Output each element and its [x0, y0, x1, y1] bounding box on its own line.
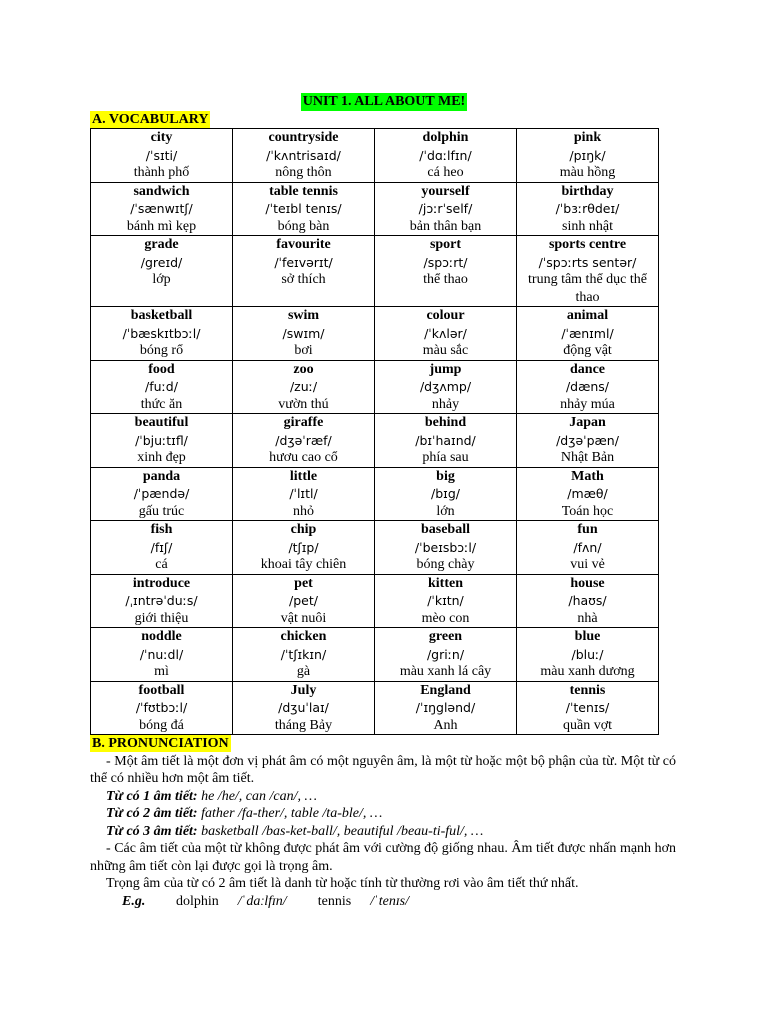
- vocab-meaning: lớp: [152, 272, 171, 287]
- vocab-cell: [233, 628, 375, 682]
- vocab-meaning: bánh mì kẹp: [126, 218, 197, 234]
- vocab-word: Math: [571, 468, 604, 484]
- vocab-ipa: /griːn/: [426, 646, 465, 662]
- vocab-cell: [517, 236, 659, 307]
- vocab-meaning: giới thiệu: [134, 610, 189, 626]
- vocab-ipa: /pet/: [289, 593, 318, 608]
- vocab-meaning: xinh đẹp: [137, 450, 186, 465]
- vocab-ipa: /ˈɪŋglənd/: [415, 700, 476, 715]
- vocab-row: [91, 681, 659, 735]
- vocab-meaning: sở thích: [281, 272, 326, 287]
- vocab-ipa: /fɪʃ/: [150, 539, 173, 555]
- vocab-cell: [375, 129, 517, 183]
- vocab-ipa: /spɔːrt/: [423, 254, 468, 270]
- vocab-cell: [517, 467, 659, 521]
- vocab-word: behind: [424, 415, 467, 430]
- vocab-cell: [517, 182, 659, 236]
- vocab-row: [91, 628, 659, 682]
- vocab-ipa: /ˈdɑːlfɪn/: [419, 147, 472, 163]
- vocab-word: fish: [150, 522, 173, 537]
- vocab-word: birthday: [561, 183, 614, 199]
- example-word-2: tennis: [317, 893, 352, 909]
- vocab-word: little: [289, 468, 318, 484]
- vocab-word: sport: [429, 237, 462, 252]
- vocab-cell: [375, 521, 517, 575]
- vocab-word: baseball: [420, 522, 470, 537]
- vocab-meaning: Nhật Bản: [560, 450, 615, 465]
- three-syllable-label: Từ có 3 âm tiết:: [106, 823, 198, 839]
- vocab-meaning: Toán học: [561, 503, 614, 519]
- vocab-row: [91, 307, 659, 361]
- vocab-meaning: bóng bàn: [277, 218, 330, 234]
- vocab-word: colour: [426, 308, 465, 323]
- vocab-ipa: /haʊs/: [568, 593, 607, 608]
- vocab-meaning: nhảy: [431, 396, 460, 412]
- page-title: UNIT 1. ALL ABOUT ME!: [302, 94, 466, 109]
- vocab-meaning: thức ăn: [140, 396, 183, 412]
- vocab-ipa: /ˈspɔːrts sentər/: [538, 254, 637, 270]
- vocab-meaning: vật nuôi: [280, 610, 327, 626]
- vocab-word: pink: [573, 130, 602, 145]
- vocab-meaning: gấu trúc: [138, 503, 185, 519]
- vocab-ipa: /ˈsænwɪtʃ/: [130, 201, 193, 216]
- vocab-ipa: /ˈkɪtn/: [427, 593, 464, 608]
- vocab-ipa: /ˌɪntrəˈduːs/: [125, 593, 198, 608]
- vocab-ipa: /mæθ/: [567, 486, 608, 501]
- two-syllable-label: Từ có 2 âm tiết:: [106, 806, 198, 821]
- vocab-cell: [91, 236, 233, 307]
- vocab-meaning: tháng Bảy: [274, 717, 333, 733]
- one-syllable-label: Từ có 1 âm tiết:: [106, 788, 198, 804]
- vocab-word: England: [420, 682, 471, 698]
- vocab-ipa: /bɪˈhaɪnd/: [415, 432, 476, 448]
- vocab-ipa: /ˈbeɪsbɔːl/: [414, 539, 477, 555]
- vocab-meaning: mì: [154, 664, 169, 679]
- vocab-word: countryside: [268, 130, 339, 145]
- vocab-word: swim: [287, 308, 320, 323]
- vocab-ipa: /fʌn/: [573, 539, 602, 555]
- one-syllable-examples: he /he/, can /can/, …: [197, 788, 317, 804]
- vocab-ipa: /dæns/: [565, 379, 610, 394]
- vocab-meaning: bơi: [294, 343, 313, 358]
- vocab-cell: [517, 360, 659, 414]
- vocab-word: dance: [570, 361, 605, 377]
- vocab-cell: [233, 574, 375, 628]
- vocab-row: [91, 467, 659, 521]
- vocab-ipa: /jɔːrˈself/: [418, 201, 473, 216]
- vocab-cell: [517, 129, 659, 183]
- vocab-ipa: /dʒuˈlaɪ/: [278, 700, 329, 715]
- vocab-word: football: [138, 682, 185, 698]
- vocab-cell: [375, 182, 517, 236]
- vocab-cell: [233, 521, 375, 575]
- vocab-word: jump: [429, 361, 462, 377]
- vocab-word: yourself: [421, 183, 470, 199]
- vocab-ipa: /zuː/: [289, 379, 318, 394]
- vocabulary-table: [90, 128, 659, 735]
- vocab-word: grade: [144, 237, 179, 252]
- vocab-cell: [233, 414, 375, 468]
- vocab-word: giraffe: [283, 415, 324, 430]
- vocab-row: [91, 414, 659, 468]
- pronunciation-paragraph-1: - Một âm tiết là một đơn vị phát âm có một nguyên âm, là một từ hoặc một bộ phận của từ. Một từ có thể có nhiều hơn một âm tiết.: [90, 753, 676, 786]
- pronunciation-paragraph-2: - Các âm tiết của một từ không được phát âm với cường độ giống nhau. Âm tiết được nhấn mạnh hơn những âm tiết còn lại được gọi là trọng âm.: [90, 841, 676, 874]
- vocab-word: green: [428, 629, 463, 644]
- vocab-cell: [91, 574, 233, 628]
- vocab-meaning: thể thao: [423, 272, 468, 287]
- vocab-meaning: vườn thú: [278, 396, 329, 412]
- vocab-meaning: màu hồng: [559, 165, 616, 180]
- vocab-row: [91, 129, 659, 183]
- vocab-word: July: [290, 682, 317, 698]
- vocab-word: noddle: [141, 629, 182, 644]
- vocab-cell: [517, 574, 659, 628]
- vocab-word: tennis: [569, 682, 606, 698]
- vocab-word: house: [570, 575, 605, 591]
- vocab-ipa: /ˈbjuːtɪfl/: [135, 432, 188, 448]
- vocab-meaning: phía sau: [422, 450, 469, 465]
- vocab-cell: [91, 521, 233, 575]
- vocab-ipa: /ˈteɪbl tenɪs/: [265, 201, 342, 216]
- vocab-ipa: /ˈkʌlər/: [424, 325, 467, 341]
- vocab-ipa: /bluː/: [571, 646, 604, 662]
- two-syllable-examples: father /fa-ther/, table /ta-ble/, …: [197, 806, 383, 821]
- vocab-meaning: Anh: [433, 717, 458, 733]
- vocab-word: pet: [294, 575, 313, 591]
- vocab-ipa: /ˈlɪtl/: [289, 486, 318, 501]
- vocab-meaning: trung tâm thể dục thể thao: [528, 272, 647, 305]
- vocab-cell: [517, 628, 659, 682]
- vocab-row: [91, 521, 659, 575]
- vocab-cell: [91, 307, 233, 361]
- vocab-cell: [375, 236, 517, 307]
- vocab-ipa: /ˈsɪti/: [145, 147, 178, 163]
- vocab-cell: [375, 467, 517, 521]
- vocab-cell: [517, 307, 659, 361]
- vocab-row: [91, 574, 659, 628]
- vocab-ipa: /ˈfʊtbɔːl/: [135, 700, 188, 715]
- two-syllable-line: [90, 805, 676, 823]
- vocab-cell: [375, 307, 517, 361]
- vocab-cell: [233, 236, 375, 307]
- vocab-word: basketball: [130, 308, 193, 323]
- vocab-word: dolphin: [422, 130, 469, 145]
- vocab-cell: [233, 467, 375, 521]
- vocab-cell: [375, 681, 517, 735]
- vocab-ipa: /dʒʌmp/: [419, 379, 472, 394]
- vocab-meaning: bóng rổ: [139, 343, 184, 358]
- vocab-meaning: hươu cao cổ: [269, 450, 338, 465]
- vocab-meaning: bóng đá: [139, 717, 184, 733]
- example-word-1: dolphin: [176, 893, 219, 909]
- vocab-cell: [91, 467, 233, 521]
- vocab-meaning: gà: [296, 664, 311, 679]
- vocab-cell: [91, 129, 233, 183]
- vocab-word: Japan: [569, 415, 606, 430]
- vocab-cell: [91, 182, 233, 236]
- vocabulary-heading: A. VOCABULARY: [92, 112, 209, 127]
- pronunciation-heading: B. PRONUNCIATION: [92, 736, 229, 751]
- vocab-meaning: bản thân bạn: [409, 218, 482, 234]
- vocab-cell: [91, 414, 233, 468]
- vocab-meaning: bóng chày: [416, 557, 475, 572]
- example-label: E.g.: [122, 893, 146, 909]
- three-syllable-line: [90, 823, 676, 841]
- example-ipa-1: /ˈdaːlfɪn/: [237, 893, 287, 909]
- vocab-word: city: [150, 130, 173, 145]
- vocab-ipa: /ˈbɜːrθdeɪ/: [555, 201, 620, 216]
- vocab-row: [91, 182, 659, 236]
- vocab-cell: [375, 414, 517, 468]
- vocab-meaning: cá: [155, 557, 168, 572]
- vocab-ipa: /dʒəˈræf/: [275, 432, 332, 448]
- vocab-meaning: vui vẻ: [570, 557, 605, 572]
- vocab-ipa: /ˈnuːdl/: [139, 646, 184, 662]
- vocab-word: animal: [566, 308, 609, 323]
- vocab-cell: [375, 628, 517, 682]
- vocab-cell: [91, 628, 233, 682]
- vocab-meaning: nhỏ: [293, 503, 314, 519]
- vocab-cell: [233, 182, 375, 236]
- vocab-word: favourite: [276, 237, 331, 252]
- vocab-meaning: màu sắc: [422, 343, 469, 358]
- vocab-cell: [233, 681, 375, 735]
- vocab-ipa: /ˈtʃɪkɪn/: [280, 646, 327, 662]
- vocab-word: panda: [142, 468, 181, 484]
- vocab-meaning: nông thôn: [275, 165, 332, 180]
- vocab-meaning: mèo con: [421, 610, 470, 626]
- vocab-cell: [517, 681, 659, 735]
- vocab-word: chicken: [280, 629, 327, 644]
- vocab-word: sports centre: [548, 237, 627, 252]
- vocab-word: kitten: [428, 575, 463, 591]
- vocab-ipa: /ˈtenɪs/: [565, 700, 610, 715]
- vocab-row: [91, 236, 659, 307]
- title-row: [92, 93, 676, 111]
- vocab-cell: [375, 574, 517, 628]
- vocab-meaning: động vật: [563, 343, 612, 358]
- vocab-ipa: /tʃɪp/: [288, 539, 319, 555]
- vocab-cell: [91, 360, 233, 414]
- vocab-word: zoo: [293, 361, 314, 377]
- example-ipa-2: /ˈtenɪs/: [370, 893, 409, 909]
- vocab-ipa: /ˈpændə/: [133, 486, 190, 501]
- vocab-row: [91, 360, 659, 414]
- one-syllable-line: [90, 788, 676, 806]
- vocab-ipa: /ˈænɪml/: [561, 325, 614, 341]
- vocab-ipa: /fuːd/: [145, 379, 178, 394]
- vocab-ipa: /swɪm/: [282, 325, 325, 341]
- pronunciation-paragraph-3: Trọng âm của từ có 2 âm tiết là danh từ hoặc tính từ thường rơi vào âm tiết thứ nhất.: [106, 876, 579, 891]
- vocab-cell: [375, 360, 517, 414]
- three-syllable-examples: basketball /bas-ket-ball/, beautiful /beau-ti-ful/, …: [197, 823, 484, 839]
- vocab-word: chip: [290, 522, 317, 537]
- vocab-word: table tennis: [269, 183, 338, 199]
- vocab-ipa: /bɪg/: [431, 486, 460, 501]
- vocab-ipa: /ˈfeɪvərɪt/: [274, 254, 333, 270]
- vocab-meaning: khoai tây chiên: [260, 557, 347, 572]
- document-page: [90, 93, 676, 910]
- vocab-meaning: nhà: [577, 610, 598, 626]
- vocab-cell: [517, 521, 659, 575]
- vocab-meaning: thành phố: [133, 165, 190, 180]
- vocab-ipa: /ˈkʌntrisaɪd/: [266, 147, 341, 163]
- vocab-cell: [233, 360, 375, 414]
- vocabulary-section: [90, 111, 676, 735]
- vocab-cell: [233, 307, 375, 361]
- vocab-meaning: màu xanh lá cây: [399, 664, 492, 679]
- vocab-meaning: lớn: [436, 503, 455, 519]
- vocab-ipa: /greɪd/: [140, 254, 183, 270]
- vocab-word: food: [148, 361, 175, 377]
- vocab-meaning: quần vợt: [562, 717, 612, 733]
- vocab-ipa: /ˈbæskɪtbɔːl/: [122, 325, 201, 341]
- vocab-word: introduce: [132, 575, 191, 591]
- vocab-word: blue: [574, 629, 601, 644]
- example-line: [90, 893, 676, 911]
- vocab-meaning: màu xanh dương: [540, 664, 635, 679]
- vocab-ipa: /dʒəˈpæn/: [556, 432, 619, 448]
- vocab-meaning: cá heo: [427, 165, 464, 180]
- vocab-cell: [91, 681, 233, 735]
- pronunciation-section: [90, 735, 676, 910]
- vocab-cell: [517, 414, 659, 468]
- vocab-word: big: [436, 468, 455, 484]
- vocab-cell: [233, 129, 375, 183]
- vocab-word: sandwich: [133, 183, 190, 199]
- vocab-ipa: /pɪŋk/: [569, 147, 606, 163]
- vocab-word: fun: [577, 522, 598, 537]
- vocab-meaning: sinh nhật: [562, 218, 613, 234]
- vocab-meaning: nhảy múa: [560, 396, 615, 412]
- vocab-word: beautiful: [134, 415, 189, 430]
